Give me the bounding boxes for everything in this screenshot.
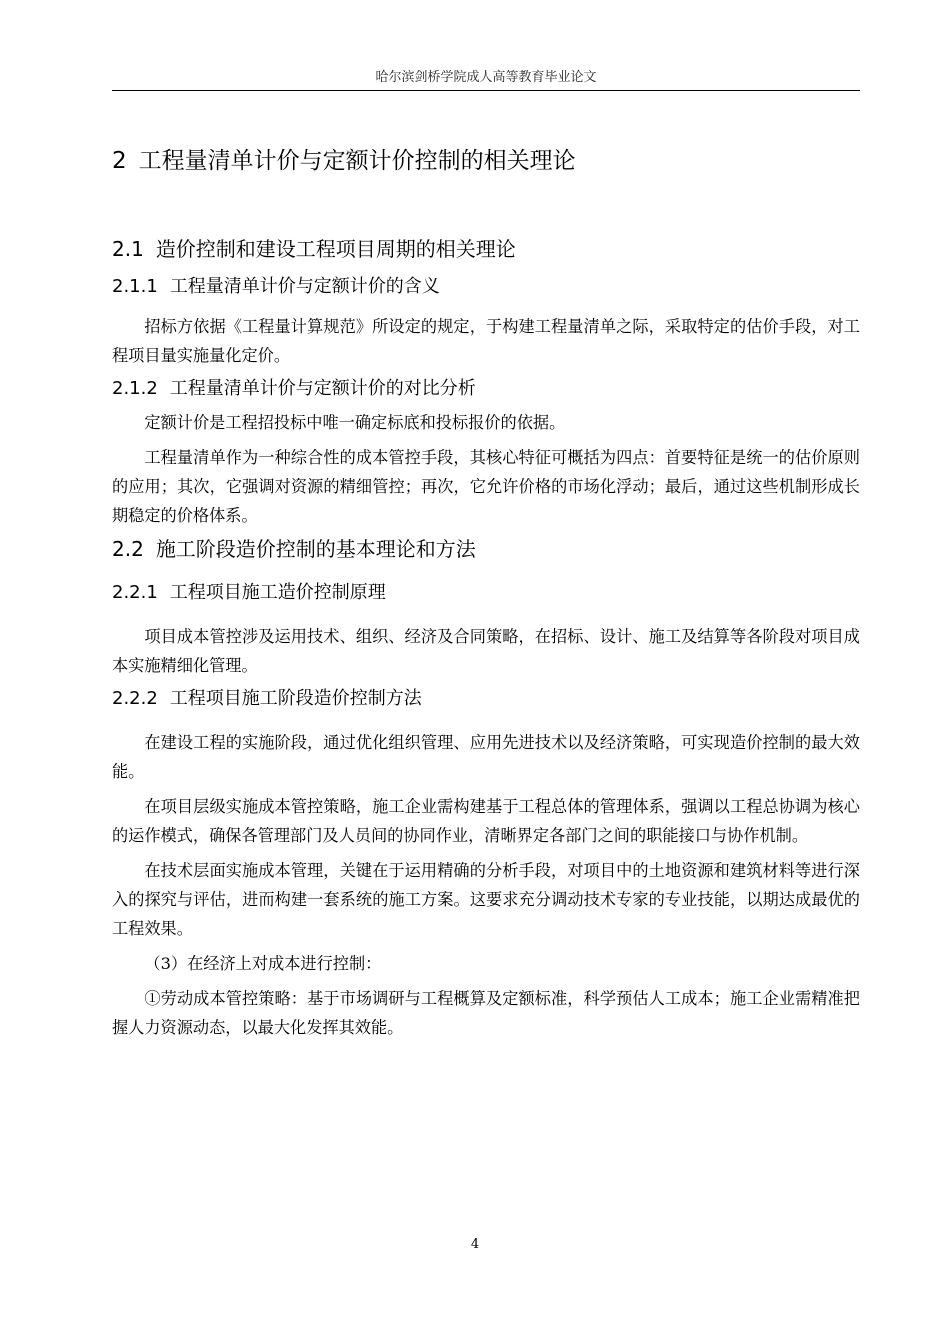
header-divider	[112, 90, 860, 91]
paragraph: 在项目层级实施成本管控策略，施工企业需构建基于工程总体的管理体系，强调以工程总协调为核心的运作模式，确保各管理部门及人员间的协同作业，清晰界定各部门之间的职能接口与协作机制。	[112, 797, 860, 845]
section-title: 工程量清单计价与定额计价的对比分析	[169, 378, 476, 399]
section-number: 2.2	[112, 537, 144, 561]
section-number: 2.2.1	[112, 582, 158, 603]
section-number: 2.2.2	[112, 688, 158, 709]
section-title: 工程项目施工造价控制原理	[169, 582, 386, 603]
section-2-2-2-heading	[112, 680, 860, 718]
section-2-2-heading	[112, 530, 860, 568]
chapter-title: 工程量清单计价与定额计价控制的相关理论	[138, 148, 576, 174]
paragraph: （3）在经济上对成本进行控制：	[144, 954, 382, 973]
paragraph: 在技术层面实施成本管理，关键在于运用精确的分析手段，对项目中的土地资源和建筑材料等进行深入的探究与评估，进而构建一套系统的施工方案。这要求充分调动技术专家的专业技能，以期达成最优的工程效果。	[112, 861, 860, 938]
section-title: 工程项目施工阶段造价控制方法	[169, 688, 422, 709]
chapter-heading	[112, 144, 860, 178]
section-number: 2.1.1	[112, 276, 158, 297]
paragraph: 招标方依据《工程量计算规范》所设定的规定，于构建工程量清单之际，采取特定的估价手段，对工程项目量实施量化定价。	[112, 317, 860, 365]
page-number: 4	[470, 1237, 480, 1252]
chapter-number: 2	[112, 148, 127, 174]
section-2-2-1-heading	[112, 574, 860, 612]
section-2-1-heading	[112, 230, 860, 268]
paragraph: 定额计价是工程招投标中唯一确定标底和投标报价的依据。	[144, 413, 566, 432]
section-title: 工程量清单计价与定额计价的含义	[169, 276, 440, 297]
page-header: 哈尔滨剑桥学院成人高等教育毕业论文	[375, 70, 597, 85]
section-2-1-2-heading	[112, 370, 860, 408]
paragraph: 工程量清单作为一种综合性的成本管控手段，其核心特征可概括为四点：首要特征是统一的估价原则的应用；其次，它强调对资源的精细管控；再次，它允许价格的市场化浮动；最后，通过这些机制形成长期稳定的价格体系。	[112, 448, 860, 525]
section-title: 施工阶段造价控制的基本理论和方法	[155, 537, 476, 561]
section-2-1-1-heading	[112, 268, 860, 306]
section-number: 2.1.2	[112, 378, 158, 399]
paragraph: 在建设工程的实施阶段，通过优化组织管理、应用先进技术以及经济策略，可实现造价控制的最大效能。	[112, 733, 860, 781]
paragraph: ①劳动成本管控策略：基于市场调研与工程概算及定额标准，科学预估人工成本；施工企业需精准把握人力资源动态，以最大化发挥其效能。	[112, 989, 860, 1037]
paragraph: 项目成本管控涉及运用技术、组织、经济及合同策略，在招标、设计、施工及结算等各阶段对项目成本实施精细化管理。	[112, 627, 860, 675]
page-body	[112, 144, 860, 1042]
section-title: 造价控制和建设工程项目周期的相关理论	[155, 237, 516, 261]
section-number: 2.1	[112, 237, 144, 261]
